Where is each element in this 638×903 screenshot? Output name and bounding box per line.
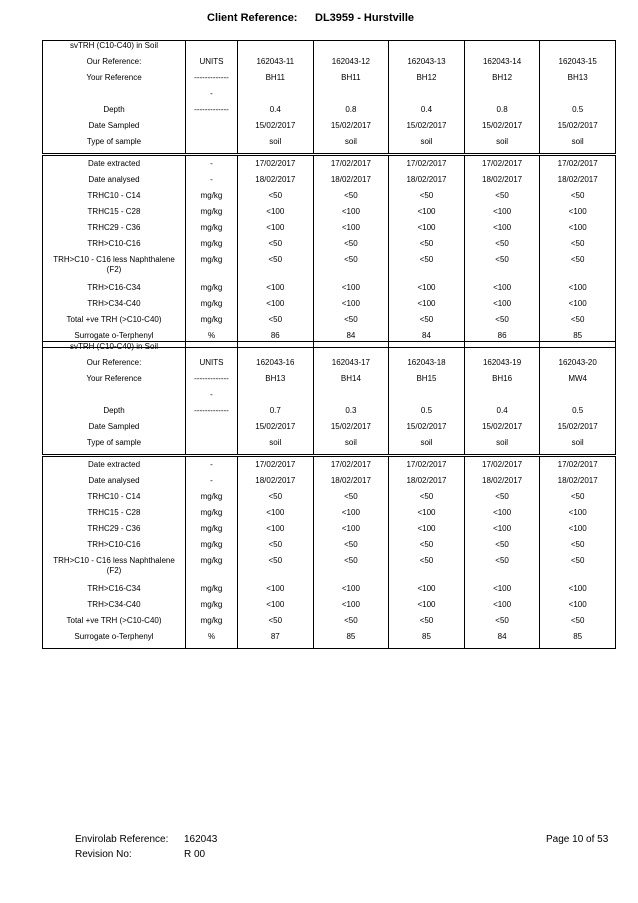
table-row: [43, 476, 616, 492]
value-cell: <100: [464, 584, 540, 600]
unit-cell: mg/kg: [186, 600, 238, 616]
table-row: [43, 584, 616, 600]
row-label: TRHC10 - C14: [43, 492, 186, 508]
table-row: [43, 255, 616, 283]
value-cell: 0.8: [313, 105, 389, 121]
table-row: [43, 540, 616, 556]
value-cell: <100: [540, 283, 616, 299]
value-cell: <50: [313, 492, 389, 508]
unit-cell: mg/kg: [186, 223, 238, 239]
value-cell: [389, 89, 465, 105]
value-cell: 0.5: [389, 406, 465, 422]
envirolab-reference-label: Envirolab Reference:: [75, 834, 169, 845]
value-cell: [464, 342, 540, 359]
value-cell: 85: [389, 632, 465, 649]
value-cell: 17/02/2017: [313, 456, 389, 477]
value-cell: soil: [238, 438, 314, 456]
value-cell: 17/02/2017: [313, 155, 389, 176]
value-cell: <100: [238, 223, 314, 239]
sample-type-row: [43, 438, 616, 456]
title-row: [43, 41, 616, 58]
table-row: [43, 207, 616, 223]
value-cell: 85: [540, 331, 616, 348]
value-cell: [313, 342, 389, 359]
value-cell: 0.4: [238, 105, 314, 121]
unit-cell: -: [186, 476, 238, 492]
table-row: [43, 492, 616, 508]
results-table: [42, 341, 616, 649]
value-cell: 17/02/2017: [238, 456, 314, 477]
value-cell: <50: [389, 239, 465, 255]
value-cell: <50: [238, 616, 314, 632]
value-cell: BH16: [464, 374, 540, 390]
client-reference-value: DL3959 - Hurstville: [315, 12, 415, 24]
row-label: Date extracted: [43, 456, 186, 477]
value-cell: <100: [238, 600, 314, 616]
value-cell: <50: [389, 315, 465, 331]
value-cell: <50: [238, 315, 314, 331]
value-cell: <100: [540, 600, 616, 616]
value-cell: <50: [313, 616, 389, 632]
value-cell: 86: [238, 331, 314, 348]
row-label: TRH>C34-C40: [43, 600, 186, 616]
unit-cell: mg/kg: [186, 616, 238, 632]
value-cell: BH15: [389, 374, 465, 390]
value-cell: [313, 89, 389, 105]
row-label: Our Reference:: [43, 57, 186, 73]
value-cell: [540, 342, 616, 359]
value-cell: 84: [313, 331, 389, 348]
value-cell: 15/02/2017: [464, 121, 540, 137]
table-row: [43, 239, 616, 255]
value-cell: <50: [389, 616, 465, 632]
value-cell: 85: [313, 632, 389, 649]
value-cell: <50: [464, 191, 540, 207]
value-cell: <100: [464, 600, 540, 616]
unit-cell: -: [186, 390, 238, 406]
value-cell: <50: [540, 255, 616, 283]
client-reference-label: Client Reference:: [207, 12, 298, 24]
value-cell: 18/02/2017: [540, 476, 616, 492]
row-label: TRHC29 - C36: [43, 524, 186, 540]
value-cell: <50: [464, 255, 540, 283]
date-sampled-row: [43, 121, 616, 137]
table-row: [43, 508, 616, 524]
value-cell: <100: [238, 283, 314, 299]
value-cell: <100: [464, 283, 540, 299]
row-label: TRH>C10 - C16 less Naphthalene (F2): [43, 556, 186, 584]
table-row: [43, 299, 616, 315]
value-cell: 84: [464, 632, 540, 649]
value-cell: <50: [540, 239, 616, 255]
table-row: [43, 616, 616, 632]
table-row: [43, 223, 616, 239]
value-cell: <50: [464, 616, 540, 632]
value-cell: [313, 41, 389, 58]
value-cell: 18/02/2017: [464, 476, 540, 492]
row-label: Type of sample: [43, 137, 186, 155]
value-cell: <100: [238, 524, 314, 540]
unit-cell: [186, 422, 238, 438]
table-row: [43, 632, 616, 649]
value-cell: <50: [313, 255, 389, 283]
unit-cell: -------------: [186, 105, 238, 121]
row-label: Date Sampled: [43, 422, 186, 438]
table-row: [43, 315, 616, 331]
value-cell: BH13: [238, 374, 314, 390]
unit-cell: mg/kg: [186, 315, 238, 331]
unit-cell: [186, 137, 238, 155]
value-cell: 17/02/2017: [389, 456, 465, 477]
value-cell: 162043-17: [313, 358, 389, 374]
value-cell: 0.4: [464, 406, 540, 422]
value-cell: [464, 41, 540, 58]
value-cell: <50: [389, 255, 465, 283]
value-cell: 162043-11: [238, 57, 314, 73]
value-cell: [540, 89, 616, 105]
row-label: Surrogate o-Terphenyl: [43, 632, 186, 649]
value-cell: 162043-15: [540, 57, 616, 73]
value-cell: <50: [313, 315, 389, 331]
value-cell: <100: [389, 223, 465, 239]
unit-cell: [186, 41, 238, 58]
value-cell: <100: [464, 299, 540, 315]
value-cell: soil: [464, 438, 540, 456]
value-cell: <100: [540, 299, 616, 315]
value-cell: <50: [540, 191, 616, 207]
value-cell: 15/02/2017: [313, 422, 389, 438]
row-label: svTRH (C10-C40) in Soil: [43, 342, 186, 359]
row-label: Date analysed: [43, 175, 186, 191]
unit-cell: -------------: [186, 73, 238, 89]
table-row: [43, 456, 616, 477]
depth-row: [43, 105, 616, 121]
value-cell: 0.5: [540, 406, 616, 422]
value-cell: <100: [464, 223, 540, 239]
value-cell: [464, 390, 540, 406]
envirolab-reference-value: 162043: [184, 834, 218, 845]
value-cell: soil: [540, 137, 616, 155]
row-label: TRH>C16-C34: [43, 283, 186, 299]
value-cell: <100: [313, 223, 389, 239]
value-cell: [540, 390, 616, 406]
unit-cell: mg/kg: [186, 508, 238, 524]
value-cell: 162043-19: [464, 358, 540, 374]
value-cell: 15/02/2017: [389, 422, 465, 438]
results-table: [42, 40, 616, 348]
our-reference-row: [43, 358, 616, 374]
value-cell: soil: [540, 438, 616, 456]
our-reference-row: [43, 57, 616, 73]
row-label: Depth: [43, 105, 186, 121]
row-label: [43, 89, 186, 105]
value-cell: <100: [540, 207, 616, 223]
row-label: TRH>C10-C16: [43, 239, 186, 255]
value-cell: <50: [313, 239, 389, 255]
value-cell: 162043-20: [540, 358, 616, 374]
value-cell: 18/02/2017: [389, 175, 465, 191]
value-cell: 15/02/2017: [464, 422, 540, 438]
value-cell: [313, 390, 389, 406]
unit-cell: mg/kg: [186, 556, 238, 584]
value-cell: 17/02/2017: [540, 155, 616, 176]
unit-cell: [186, 342, 238, 359]
value-cell: 162043-14: [464, 57, 540, 73]
value-cell: 17/02/2017: [464, 456, 540, 477]
value-cell: 85: [540, 632, 616, 649]
value-cell: <100: [464, 524, 540, 540]
value-cell: 0.4: [389, 105, 465, 121]
value-cell: 162043-13: [389, 57, 465, 73]
unit-cell: mg/kg: [186, 239, 238, 255]
value-cell: <50: [389, 191, 465, 207]
value-cell: <50: [389, 556, 465, 584]
value-cell: <100: [313, 524, 389, 540]
title-row: [43, 342, 616, 359]
unit-cell: -------------: [186, 374, 238, 390]
value-cell: soil: [389, 438, 465, 456]
value-cell: [238, 41, 314, 58]
row-label: Total +ve TRH (>C10-C40): [43, 315, 186, 331]
unit-cell: [186, 438, 238, 456]
unit-cell: [186, 121, 238, 137]
value-cell: [464, 89, 540, 105]
unit-cell: mg/kg: [186, 283, 238, 299]
value-cell: 18/02/2017: [464, 175, 540, 191]
value-cell: [238, 89, 314, 105]
value-cell: MW4: [540, 374, 616, 390]
value-cell: <100: [389, 524, 465, 540]
value-cell: 15/02/2017: [540, 422, 616, 438]
value-cell: 87: [238, 632, 314, 649]
row-label: [43, 390, 186, 406]
value-cell: soil: [313, 438, 389, 456]
value-cell: <50: [238, 492, 314, 508]
value-cell: <100: [313, 299, 389, 315]
revision-label: Revision No:: [75, 849, 132, 860]
value-cell: 15/02/2017: [238, 422, 314, 438]
value-cell: <50: [464, 540, 540, 556]
unit-cell: mg/kg: [186, 524, 238, 540]
value-cell: [238, 342, 314, 359]
value-cell: <50: [464, 556, 540, 584]
value-cell: <50: [313, 540, 389, 556]
value-cell: <100: [389, 600, 465, 616]
unit-cell: UNITS: [186, 57, 238, 73]
value-cell: <100: [238, 584, 314, 600]
spacer-row: [43, 89, 616, 105]
unit-cell: %: [186, 331, 238, 348]
value-cell: <50: [540, 556, 616, 584]
row-label: Our Reference:: [43, 358, 186, 374]
table-row: [43, 524, 616, 540]
unit-cell: -: [186, 456, 238, 477]
value-cell: <100: [540, 524, 616, 540]
value-cell: 0.3: [313, 406, 389, 422]
value-cell: <50: [238, 540, 314, 556]
value-cell: <50: [238, 191, 314, 207]
value-cell: <50: [464, 492, 540, 508]
sample-type-row: [43, 137, 616, 155]
value-cell: BH11: [238, 73, 314, 89]
value-cell: 162043-16: [238, 358, 314, 374]
value-cell: [389, 390, 465, 406]
value-cell: BH12: [464, 73, 540, 89]
value-cell: 15/02/2017: [540, 121, 616, 137]
row-label: Your Reference: [43, 73, 186, 89]
unit-cell: mg/kg: [186, 492, 238, 508]
value-cell: <50: [540, 315, 616, 331]
value-cell: <50: [540, 492, 616, 508]
revision-value: R 00: [184, 849, 206, 860]
value-cell: <50: [540, 540, 616, 556]
value-cell: [389, 41, 465, 58]
row-label: TRH>C34-C40: [43, 299, 186, 315]
value-cell: <100: [313, 508, 389, 524]
value-cell: <50: [389, 492, 465, 508]
table-row: [43, 191, 616, 207]
value-cell: <100: [540, 584, 616, 600]
value-cell: 17/02/2017: [389, 155, 465, 176]
unit-cell: mg/kg: [186, 299, 238, 315]
value-cell: 18/02/2017: [313, 175, 389, 191]
value-cell: <100: [313, 584, 389, 600]
row-label: Type of sample: [43, 438, 186, 456]
row-label: TRHC29 - C36: [43, 223, 186, 239]
value-cell: 18/02/2017: [238, 476, 314, 492]
value-cell: soil: [313, 137, 389, 155]
table-row: [43, 175, 616, 191]
value-cell: 17/02/2017: [238, 155, 314, 176]
value-cell: BH11: [313, 73, 389, 89]
value-cell: 162043-12: [313, 57, 389, 73]
table-row: [43, 556, 616, 584]
value-cell: <100: [313, 207, 389, 223]
value-cell: soil: [389, 137, 465, 155]
row-label: TRH>C16-C34: [43, 584, 186, 600]
value-cell: <100: [464, 207, 540, 223]
value-cell: <100: [464, 508, 540, 524]
value-cell: <100: [313, 600, 389, 616]
value-cell: [540, 41, 616, 58]
row-label: TRH>C10-C16: [43, 540, 186, 556]
row-label: TRHC15 - C28: [43, 207, 186, 223]
unit-cell: mg/kg: [186, 255, 238, 283]
value-cell: [238, 390, 314, 406]
your-reference-row: [43, 374, 616, 390]
value-cell: <100: [313, 283, 389, 299]
value-cell: 0.8: [464, 105, 540, 121]
value-cell: 86: [464, 331, 540, 348]
value-cell: 15/02/2017: [238, 121, 314, 137]
value-cell: 18/02/2017: [389, 476, 465, 492]
value-cell: <100: [389, 283, 465, 299]
value-cell: <50: [313, 191, 389, 207]
row-label: TRH>C10 - C16 less Naphthalene (F2): [43, 255, 186, 283]
row-label: Your Reference: [43, 374, 186, 390]
value-cell: 15/02/2017: [313, 121, 389, 137]
table-row: [43, 600, 616, 616]
unit-cell: -: [186, 155, 238, 176]
value-cell: <100: [540, 508, 616, 524]
value-cell: 0.7: [238, 406, 314, 422]
value-cell: 18/02/2017: [540, 175, 616, 191]
value-cell: soil: [238, 137, 314, 155]
value-cell: <50: [238, 556, 314, 584]
value-cell: <50: [238, 239, 314, 255]
value-cell: <100: [389, 508, 465, 524]
row-label: Date analysed: [43, 476, 186, 492]
row-label: Depth: [43, 406, 186, 422]
table-row: [43, 283, 616, 299]
row-label: TRHC10 - C14: [43, 191, 186, 207]
page-number: Page 10 of 53: [546, 834, 609, 845]
unit-cell: mg/kg: [186, 207, 238, 223]
value-cell: BH12: [389, 73, 465, 89]
row-label: TRHC15 - C28: [43, 508, 186, 524]
value-cell: <100: [540, 223, 616, 239]
unit-cell: %: [186, 632, 238, 649]
value-cell: 18/02/2017: [238, 175, 314, 191]
value-cell: [389, 342, 465, 359]
unit-cell: UNITS: [186, 358, 238, 374]
row-label: Total +ve TRH (>C10-C40): [43, 616, 186, 632]
unit-cell: -------------: [186, 406, 238, 422]
date-sampled-row: [43, 422, 616, 438]
value-cell: 17/02/2017: [464, 155, 540, 176]
value-cell: BH13: [540, 73, 616, 89]
value-cell: <50: [464, 315, 540, 331]
value-cell: soil: [464, 137, 540, 155]
unit-cell: mg/kg: [186, 191, 238, 207]
your-reference-row: [43, 73, 616, 89]
row-label: Surrogate o-Terphenyl: [43, 331, 186, 348]
value-cell: 18/02/2017: [313, 476, 389, 492]
value-cell: <50: [313, 556, 389, 584]
value-cell: <100: [238, 299, 314, 315]
value-cell: <100: [389, 207, 465, 223]
value-cell: <100: [238, 207, 314, 223]
unit-cell: -: [186, 175, 238, 191]
value-cell: 0.5: [540, 105, 616, 121]
value-cell: BH14: [313, 374, 389, 390]
unit-cell: mg/kg: [186, 540, 238, 556]
value-cell: <100: [238, 508, 314, 524]
depth-row: [43, 406, 616, 422]
value-cell: <100: [389, 584, 465, 600]
value-cell: <50: [389, 540, 465, 556]
unit-cell: mg/kg: [186, 584, 238, 600]
value-cell: 15/02/2017: [389, 121, 465, 137]
value-cell: 17/02/2017: [540, 456, 616, 477]
value-cell: <50: [464, 239, 540, 255]
value-cell: 84: [389, 331, 465, 348]
spacer-row: [43, 390, 616, 406]
unit-cell: -: [186, 89, 238, 105]
row-label: Date extracted: [43, 155, 186, 176]
row-label: svTRH (C10-C40) in Soil: [43, 41, 186, 58]
value-cell: <50: [238, 255, 314, 283]
row-label: Date Sampled: [43, 121, 186, 137]
value-cell: <50: [540, 616, 616, 632]
table-row: [43, 155, 616, 176]
value-cell: 162043-18: [389, 358, 465, 374]
value-cell: <100: [389, 299, 465, 315]
